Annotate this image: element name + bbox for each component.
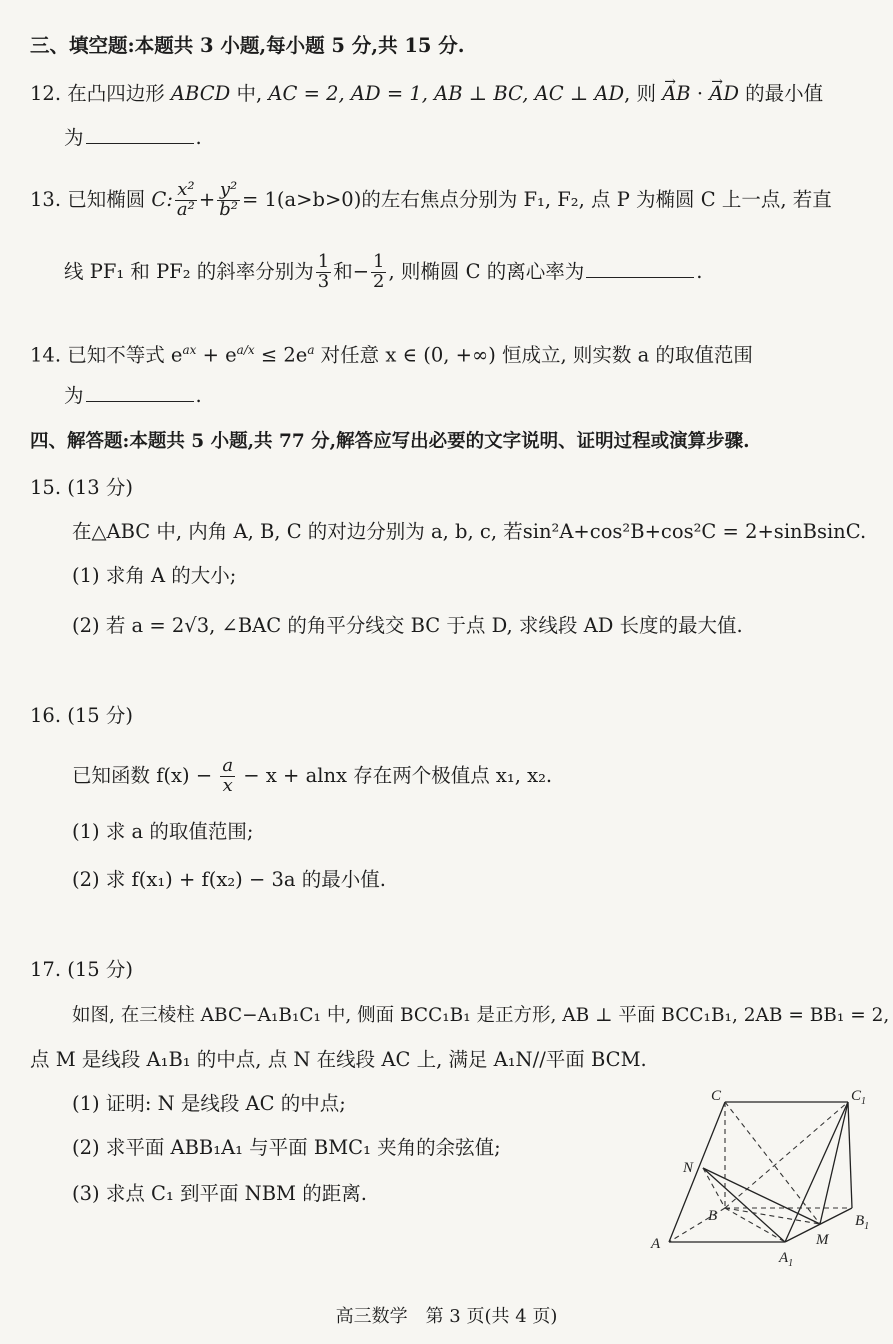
- q14-prefix: 14. 已知不等式: [30, 343, 171, 367]
- q14-line2-prefix: 为: [64, 384, 84, 407]
- q13-rest: 的左右焦点分别为 F₁, F₂, 点 P 为椭圆 C 上一点, 若直: [361, 188, 832, 211]
- q13-frac-x: [175, 181, 197, 220]
- label-a: A: [651, 1236, 661, 1252]
- q13-line1: [30, 176, 832, 224]
- q14-line2: [64, 382, 202, 410]
- q15-part2: (2) 若 a = 2√3, ∠BAC 的角平分线交 BC 于点 D, 求线段 AD 长度的最大值.: [72, 614, 743, 637]
- q13-frac-half-num: 1: [373, 251, 385, 273]
- q17-title: 17. (15 分): [30, 958, 133, 981]
- q13-frac-third-num: 1: [317, 251, 330, 273]
- edge-b1-c1: [848, 1102, 852, 1208]
- q15-part1: (1) 求角 A 的大小;: [72, 564, 237, 587]
- q13-line2-prefix: 线 PF₁ 和 PF₂ 的斜率分别为: [64, 260, 314, 283]
- q13-eq: = 1(a>b>0): [241, 188, 362, 211]
- label-b1: [855, 1213, 869, 1232]
- q13-answer-blank[interactable]: [586, 259, 694, 278]
- hidden-segment-n-b: [703, 1168, 725, 1208]
- q13-frac-half: [371, 253, 386, 292]
- q14-plus-e: + e: [196, 343, 237, 367]
- label-b1-letter: B: [855, 1213, 865, 1229]
- label-c1-sub: 1: [861, 1096, 867, 1107]
- section4-header: 四、解答题:本题共 5 小题,共 77 分,解答应写出必要的文字说明、证明过程或演算步骤.: [30, 431, 750, 452]
- q12-vector-ad: → AD: [709, 80, 739, 108]
- q12-line2-suffix: .: [195, 126, 202, 149]
- q12-mid: 中,: [230, 82, 269, 105]
- q17-stem2: 点 M 是线段 A₁B₁ 的中点, 点 N 在线段 AC 上, 满足 A₁N//平面 BCM.: [30, 1048, 647, 1071]
- segment-n-a1: [703, 1168, 785, 1242]
- q16-stem-prefix: 已知函数 f(x) −: [72, 764, 219, 787]
- q15-title: 15. (13 分): [30, 476, 133, 499]
- q12-suffix: 的最小值: [738, 82, 824, 105]
- q13-prefix: 13. 已知椭圆: [30, 188, 152, 211]
- q12-line2-prefix: 为: [64, 126, 84, 149]
- hidden-edge-b-c1: [725, 1102, 848, 1208]
- q16-frac-num: a: [222, 755, 234, 777]
- q13-frac-y: [217, 181, 240, 220]
- hidden-segment-c-m: [725, 1102, 820, 1224]
- prism-figure: [645, 1080, 880, 1280]
- q13-line2-mid: , 则椭圆 C 的离心率为: [388, 260, 585, 283]
- q12-answer-blank[interactable]: [86, 125, 194, 144]
- q12-line2: [64, 124, 202, 152]
- q12-line1: [30, 80, 823, 108]
- page-footer: 高三数学 第 3 页(共 4 页): [335, 1306, 558, 1327]
- label-n: N: [683, 1160, 694, 1176]
- label-a1-letter: A: [779, 1250, 789, 1266]
- q16-title: 16. (15 分): [30, 704, 133, 727]
- label-b1-sub: 1: [864, 1221, 870, 1232]
- section3-header: 三、填空题:本题共 3 小题,每小题 5 分,共 15 分.: [30, 34, 465, 57]
- label-c: C: [711, 1088, 722, 1104]
- q14-line2-suffix: .: [195, 384, 202, 407]
- label-m: M: [816, 1232, 829, 1248]
- q14-sup-a-over-x: a/x: [236, 343, 255, 357]
- label-c1: [851, 1088, 866, 1107]
- q13-frac-y-den: b²: [219, 199, 238, 220]
- q14-sup-ax: ax: [182, 343, 197, 357]
- q16-part2: (2) 求 f(x₁) + f(x₂) − 3a 的最小值.: [72, 868, 386, 891]
- q13-frac-x-num: x²: [175, 181, 197, 201]
- q14-answer-blank[interactable]: [86, 383, 194, 402]
- q13-line2: [64, 248, 702, 296]
- q12-dot: ·: [690, 82, 710, 105]
- q17-part2: (2) 求平面 ABB₁A₁ 与平面 BMC₁ 夹角的余弦值;: [72, 1136, 501, 1159]
- hidden-segment-b-m: [725, 1208, 820, 1224]
- q14-line1: [30, 336, 753, 370]
- q16-frac-den: x: [222, 775, 233, 796]
- q16-frac: [220, 757, 235, 796]
- q13-frac-y-num: y²: [217, 181, 240, 201]
- q16-part1: (1) 求 a 的取值范围;: [72, 820, 254, 843]
- q17-part3: (3) 求点 C₁ 到平面 NBM 的距离.: [72, 1182, 367, 1205]
- q12-prefix: 12. 在凸四边形: [30, 82, 171, 105]
- q14-sup-a: a: [307, 343, 315, 357]
- q16-stem-suffix: − x + alnx 存在两个极值点 x₁, x₂.: [237, 764, 553, 787]
- q12-conditions: AC = 2, AD = 1, AB ⊥ BC, AC ⊥ AD: [268, 82, 625, 105]
- q13-frac-half-den: 2: [373, 271, 385, 292]
- q13-plus: +: [198, 188, 216, 211]
- q14-e1: e: [170, 343, 183, 367]
- q17-stem1: 如图, 在三棱柱 ABC−A₁B₁C₁ 中, 侧面 BCC₁B₁ 是正方形, AB ⊥ 平面 BCC₁B₁, 2AB = BB₁ = 2,: [72, 1005, 890, 1026]
- q13-frac-third-den: 3: [317, 271, 330, 292]
- q13-frac-third: [316, 253, 331, 292]
- label-b: B: [708, 1208, 718, 1224]
- label-a1-sub: 1: [788, 1258, 794, 1269]
- q17-part1: (1) 证明: N 是线段 AC 的中点;: [72, 1092, 346, 1115]
- q13-and: 和−: [333, 260, 370, 283]
- q13-line2-suffix: .: [696, 260, 703, 283]
- q12-then: , 则: [624, 82, 663, 105]
- segment-m-c1: [820, 1102, 848, 1224]
- label-a1: [778, 1250, 793, 1269]
- q13-c-label: C:: [151, 188, 173, 211]
- q13-frac-x-den: a²: [176, 199, 195, 220]
- q14-rest: 对任意 x ∈ (0, +∞) 恒成立, 则实数 a 的取值范围: [314, 343, 753, 367]
- q12-var: ABCD: [170, 82, 231, 105]
- q15-stem: 在△ABC 中, 内角 A, B, C 的对边分别为 a, b, c, 若sin²A+cos²B+cos²C = 2+sinBsinC.: [72, 520, 867, 543]
- q14-le: ≤ 2e: [254, 343, 308, 367]
- q16-stem: [72, 752, 552, 800]
- label-c1-letter: C: [851, 1088, 862, 1104]
- q12-vector-ab: → AB: [662, 80, 690, 108]
- edge-a1-c1: [785, 1102, 848, 1242]
